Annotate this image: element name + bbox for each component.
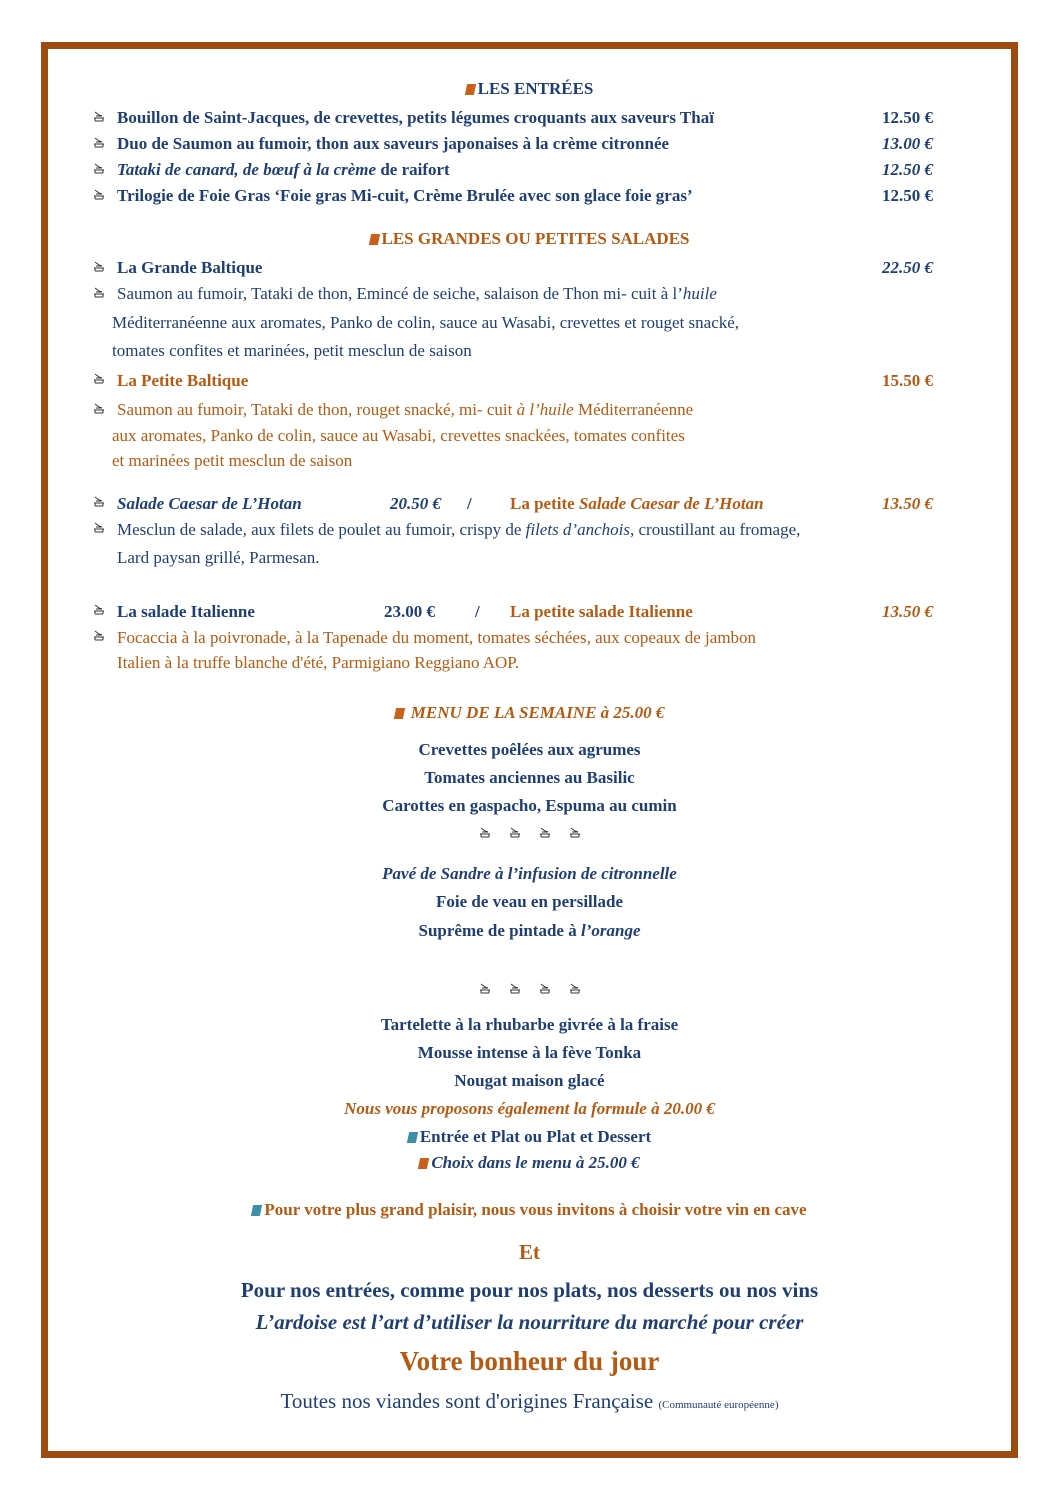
grande-baltique-name: La Grande Baltique — [117, 258, 263, 277]
menu-plat-1: Pavé de Sandre à l’infusion de citronnelle — [382, 864, 677, 883]
caesar-desc-2: Lard paysan grillé, Parmesan. — [117, 548, 320, 567]
petite-caesar-name: La petite Salade Caesar de L’Hotan — [510, 494, 764, 513]
petite-baltique-name: La Petite Baltique — [117, 371, 249, 390]
italienne-separator: / — [475, 602, 480, 621]
dish-icons-row — [475, 826, 585, 840]
dish-icon — [93, 403, 105, 415]
dish-icon — [93, 287, 105, 299]
dish-icon — [93, 604, 105, 616]
menu-dessert-2: Mousse intense à la fève Tonka — [417, 1043, 642, 1062]
menu-entree-3: Carottes en gaspacho, Espuma au cumin — [382, 796, 677, 815]
petite-baltique-price: 15.50 € — [882, 371, 933, 390]
square-bullet-icon — [393, 708, 404, 719]
italienne-price: 23.00 € — [384, 602, 435, 621]
menu-formule-option-2: Choix dans le menu à 25.00 € — [48, 1153, 1011, 1173]
section-title-entrees: LES ENTRÉES — [48, 79, 1011, 99]
menu-separator-1 — [48, 826, 1011, 840]
petite-baltique-desc-2: aux aromates, Panko de colin, sauce au Wasabi, crevettes snackées, tomates confites — [112, 426, 685, 445]
dish-icon — [93, 522, 105, 534]
caesar-desc-1: Mesclun de salade, aux filets de poulet au fumoir, crispy de filets d’anchois, croustillant au fromage, — [117, 520, 801, 539]
grande-baltique-desc-2: Méditerranéenne aux aromates, Panko de colin, sauce au Wasabi, crevettes et rouget snacké, — [112, 313, 740, 332]
footer-line-3: Votre bonheur du jour — [399, 1346, 660, 1376]
dish-icon — [93, 373, 105, 385]
caesar-separator: / — [467, 494, 472, 513]
menu-entree-1: Crevettes poêlées aux agrumes — [418, 740, 641, 759]
grande-baltique-price: 22.50 € — [882, 258, 933, 277]
caesar-price: 20.50 € — [390, 494, 441, 513]
menu-dessert-3: Nougat maison glacé — [454, 1071, 605, 1090]
entree-price-4: 12.50 € — [882, 186, 933, 205]
menu-formule-option-1: Entrée et Plat ou Plat et Dessert — [48, 1127, 1011, 1147]
section-title-salades: LES GRANDES OU PETITES SALADES — [48, 229, 1011, 249]
entree-item-3: Tataki de canard, de bœuf à la crème de raifort — [117, 160, 450, 179]
menu-plat-2: Foie de veau en persillade — [436, 892, 623, 911]
dish-icon — [93, 189, 105, 201]
italienne-name: La salade Italienne — [117, 602, 255, 621]
entree-price-3: 12.50 € — [882, 160, 933, 179]
square-bullet-icon — [464, 84, 475, 95]
petite-italienne-price: 13.50 € — [882, 602, 933, 621]
menu-entree-2: Tomates anciennes au Basilic — [424, 768, 635, 787]
italienne-desc-1: Focaccia à la poivronade, à la Tapenade du moment, tomates séchées, aux copeaux de jambon — [117, 628, 757, 647]
section-title-menu-semaine: MENU DE LA SEMAINE à 25.00 € — [48, 703, 1011, 723]
dish-icon — [93, 630, 105, 642]
square-bullet-icon — [251, 1205, 262, 1216]
entree-price-1: 12.50 € — [882, 108, 933, 127]
entree-item-1: Bouillon de Saint-Jacques, de crevettes, petits légumes croquants aux saveurs Thaï — [117, 108, 714, 127]
footer-et: Et — [519, 1240, 540, 1264]
caesar-name: Salade Caesar de L’Hotan — [117, 494, 302, 513]
menu-formule: Nous vous proposons également la formule à 20.00 € — [344, 1099, 715, 1118]
dish-icon — [93, 261, 105, 273]
dish-icons-row — [475, 982, 585, 996]
dish-icon — [93, 111, 105, 123]
menu-plat-3: Suprême de pintade à l’orange — [418, 921, 641, 940]
entree-item-2: Duo de Saumon au fumoir, thon aux saveurs japonaises à la crème citronnée — [117, 134, 670, 153]
footer-line-2: L’ardoise est l’art d’utiliser la nourriture du marché pour créer — [255, 1310, 804, 1334]
entree-item-4: Trilogie de Foie Gras ‘Foie gras Mi-cuit, Crème Brulée avec son glace foie gras’ — [117, 186, 693, 205]
footer-line-4: Toutes nos viandes sont d'origines Française (Communauté européenne) — [280, 1389, 779, 1413]
square-bullet-icon — [407, 1132, 418, 1143]
dish-icon — [93, 137, 105, 149]
menu-dessert-1: Tartelette à la rhubarbe givrée à la fraise — [380, 1015, 679, 1034]
petite-caesar-price: 13.50 € — [882, 494, 933, 513]
square-bullet-icon — [368, 234, 379, 245]
grande-baltique-desc-1: Saumon au fumoir, Tataki de thon, Emincé de seiche, salaison de Thon mi- cuit à l’huile — [117, 284, 717, 303]
petite-baltique-desc-3: et marinées petit mesclun de saison — [112, 451, 353, 470]
menu-separator-2 — [48, 982, 1011, 996]
grande-baltique-desc-3: tomates confites et marinées, petit mesclun de saison — [112, 341, 472, 360]
dish-icon — [93, 163, 105, 175]
petite-baltique-desc-1: Saumon au fumoir, Tataki de thon, rouget snacké, mi- cuit à l’huile Méditerranéenne — [117, 400, 694, 419]
square-bullet-icon — [418, 1158, 429, 1169]
italienne-desc-2: Italien à la truffe blanche d'été, Parmigiano Reggiano AOP. — [117, 653, 520, 672]
footer-vin: Pour votre plus grand plaisir, nous vous invitons à choisir votre vin en cave — [48, 1200, 1011, 1220]
footer-line-1: Pour nos entrées, comme pour nos plats, nos desserts ou nos vins — [240, 1278, 819, 1302]
dish-icon — [93, 496, 105, 508]
entree-price-2: 13.00 € — [882, 134, 933, 153]
petite-italienne-name: La petite salade Italienne — [510, 602, 693, 621]
